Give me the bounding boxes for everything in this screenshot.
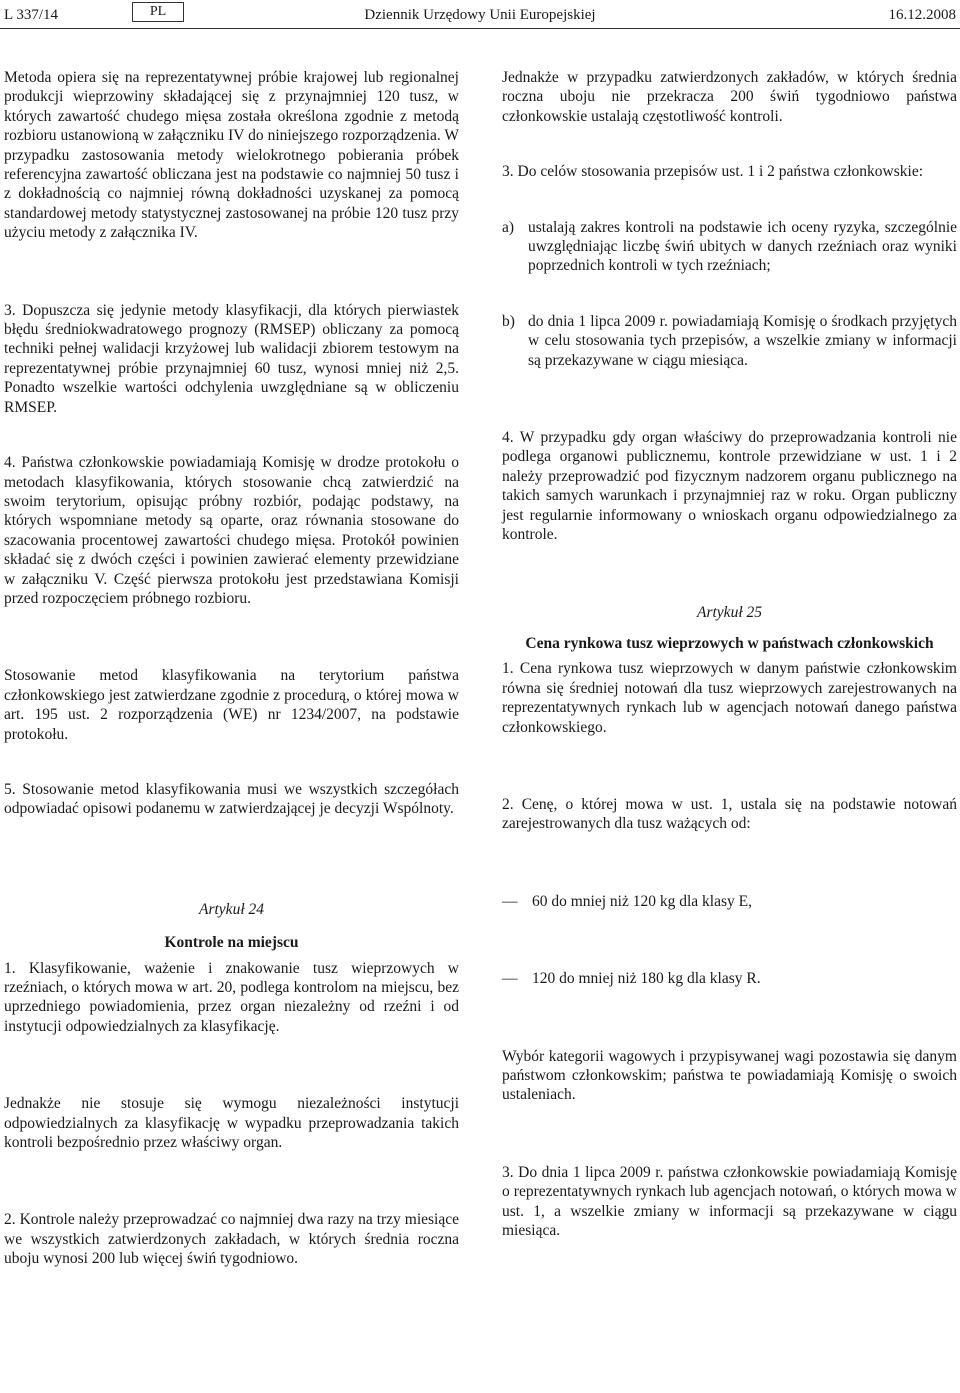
dash-item-text: 60 do mniej niż 120 kg dla klasy E, xyxy=(532,892,752,910)
paragraph: Jednakże w przypadku zatwierdzonych zakładów, w których średnia roczna uboju nie przekracza 200 świń tygodniowo państwa członkowskie ustalają częstotliwość kontroli. xyxy=(502,69,957,125)
article-24-paragraph-1-continued: Jednakże nie stosuje się wymogu niezależności instytucji odpowiedzialnych za klasyfikację w wypadku przeprowadzania takich kontroli bezpośrednio przez właściwy organ. xyxy=(4,1095,459,1152)
paragraph-3: 3. Dopuszcza się jedynie metody klasyfikacji, dla których pierwiastek błędu średniokwadratowego prognozy (RMSEP) obliczany za pomocą techniki pełnej walidacji krzyżowej lub walidacji zbiorem testowym na reprezentatywnej próbie przynajmniej 60 tusz, wynosi mniej niż 2,5. Ponadto wszelkie wartości odchylenia uwzględniane są w obliczeniu RMSEP. xyxy=(4,301,459,416)
list-item-text: do dnia 1 lipca 2009 r. powiadamiają Komisję o środkach przyjętych w celu stosowania tych przepisów, a wszelkie zmiany w informacji są przekazywane w ciągu miesiąca. xyxy=(528,312,957,369)
dash-item xyxy=(502,969,957,988)
article-25-paragraph-2: 2. Cenę, o której mowa w ust. 1, ustala się na podstawie notowań zarejestrowanych dla tusz ważących od: xyxy=(502,795,957,833)
list-item-label: a) xyxy=(502,218,515,236)
left-column xyxy=(4,68,459,1269)
article-25-number: Artykuł 25 xyxy=(697,603,762,621)
article-25-paragraph-2-continued: Wybór kategorii wagowych i przypisywanej wagi pozostawia się danym państwom członkowskim; państwa te powiadamiają Komisję o swoich ustaleniach. xyxy=(502,1047,957,1104)
dash-marker: — xyxy=(502,892,518,910)
article-25-paragraph-3: 3. Do dnia 1 lipca 2009 r. państwa członkowskie powiadamiają Komisję o reprezentatywnych rynkach lub agencjach notowań, o których mowa w ust. 1, a wszelkie zmiany w informacji są przekazywane w ciągu miesiąca. xyxy=(502,1163,957,1239)
dash-item xyxy=(502,892,957,911)
right-column xyxy=(502,68,957,1240)
article-24-paragraph-1: 1. Klasyfikowanie, ważenie i znakowanie tusz wieprzowych w rzeźniach, o których mowa w art. 20, podlega kontrolom na miejscu, bez uprzedniego powiadomienia, przez organ niezależny od rzeźni i od instytucji odpowiedzialnych za klasyfikację. xyxy=(4,959,459,1035)
paragraph-3: 3. Do celów stosowania przepisów ust. 1 i 2 państwa członkowskie: xyxy=(502,163,924,181)
header-rule xyxy=(0,28,960,29)
dash-item-text: 120 do mniej niż 180 kg dla klasy R. xyxy=(532,970,761,988)
article-25-title: Cena rynkowa tusz wieprzowych w państwach członkowskich xyxy=(525,634,934,652)
paragraph-4-continued: Stosowanie metod klasyfikowania na terytorium państwa członkowskiego jest zatwierdzane zgodnie z procedurą, o której mowa w art. 195 ust. 2 rozporządzenia (WE) nr 1234/2007, na podstawie protokołu. xyxy=(4,667,459,743)
paragraph-4: 4. Państwa członkowskie powiadamiają Komisję w drodze protokołu o metodach klasyfikowania, których stosowanie chcą zatwierdzić na swoim terytorium, opisując próbny rozbiór, podając podstawy, na których wspomniane metody są oparte, oraz równania stosowane do szacowania procentowej zawartości chudego mięsa. Protokół powinien składać się z dwóch części i powinien zawierać elementy przewidziane w załączniku V. Część pierwsza protokołu jest przedstawiana Komisji przed rozpoczęciem próbnego rozbioru. xyxy=(4,454,459,607)
list-item-text: ustalają zakres kontroli na podstawie ich oceny ryzyka, szczególnie uwzględniając liczbę świń ubitych w danych rzeźniach oraz wyniki poprzednich kontroli w tych rzeźniach; xyxy=(528,218,957,275)
journal-title: Dziennik Urzędowy Unii Europejskiej xyxy=(364,7,596,23)
article-24-paragraph-2: 2. Kontrole należy przeprowadzać co najmniej dwa razy na trzy miesiące we wszystkich zatwierdzonych zakładach, w których średnia roczna uboju wynosi 200 lub więcej świń tygodniowo. xyxy=(4,1211,459,1268)
article-25-paragraph-1: 1. Cena rynkowa tusz wieprzowych w danym państwie członkowskim równa się średniej notowań dla tusz wieprzowych zarejestrowanych na reprezentatywnych rynkach lub w agencjach notowań danego państwa członkowskiego. xyxy=(502,660,957,736)
article-24-number: Artykuł 24 xyxy=(199,900,264,918)
page-reference: L 337/14 xyxy=(4,7,59,23)
paragraph: Metoda opiera się na reprezentatywnej próbie krajowej lub regionalnej produkcji wieprzowiny składającej się z przynajmniej 120 tusz, w których zawartość chudego mięsa została określona zgodnie z metodą rozbioru ustanowioną w załączniku IV do niniejszego rozporządzenia. W przypadku zastosowania metody wielokrotnego pobierania próbek referencyjna zawartość obliczana jest na podstawie co najmniej 50 tusz i z dokładnością co najmniej równą dokładności uzyskanej za pomocą standardowej metody statystycznej zastosowanej na próbie 120 tusz przy użyciu metody z załącznika IV. xyxy=(4,69,459,242)
page-header xyxy=(0,0,960,30)
list-item-a xyxy=(502,218,957,276)
publication-date: 16.12.2008 xyxy=(888,7,956,23)
paragraph-5: 5. Stosowanie metod klasyfikowania musi we wszystkich szczegółach odpowiadać opisowi podanemu w zatwierdzającej je decyzji Wspólnoty. xyxy=(4,780,459,818)
dash-marker: — xyxy=(502,970,518,988)
list-item-label: b) xyxy=(502,312,515,330)
language-badge: PL xyxy=(132,2,184,22)
list-item-b xyxy=(502,312,957,370)
paragraph-4: 4. W przypadku gdy organ właściwy do przeprowadzania kontroli nie podlega organowi publicznemu, kontrole przewidziane w ust. 1 i 2 należy przeprowadzić pod fizycznym nadzorem organu publicznego na takich samych warunkach i przynajmniej raz w roku. Organ publiczny jest regularnie informowany o wnioskach organu odpowiedzialnego za kontrole. xyxy=(502,429,957,544)
article-24-title: Kontrole na miejscu xyxy=(164,934,299,952)
